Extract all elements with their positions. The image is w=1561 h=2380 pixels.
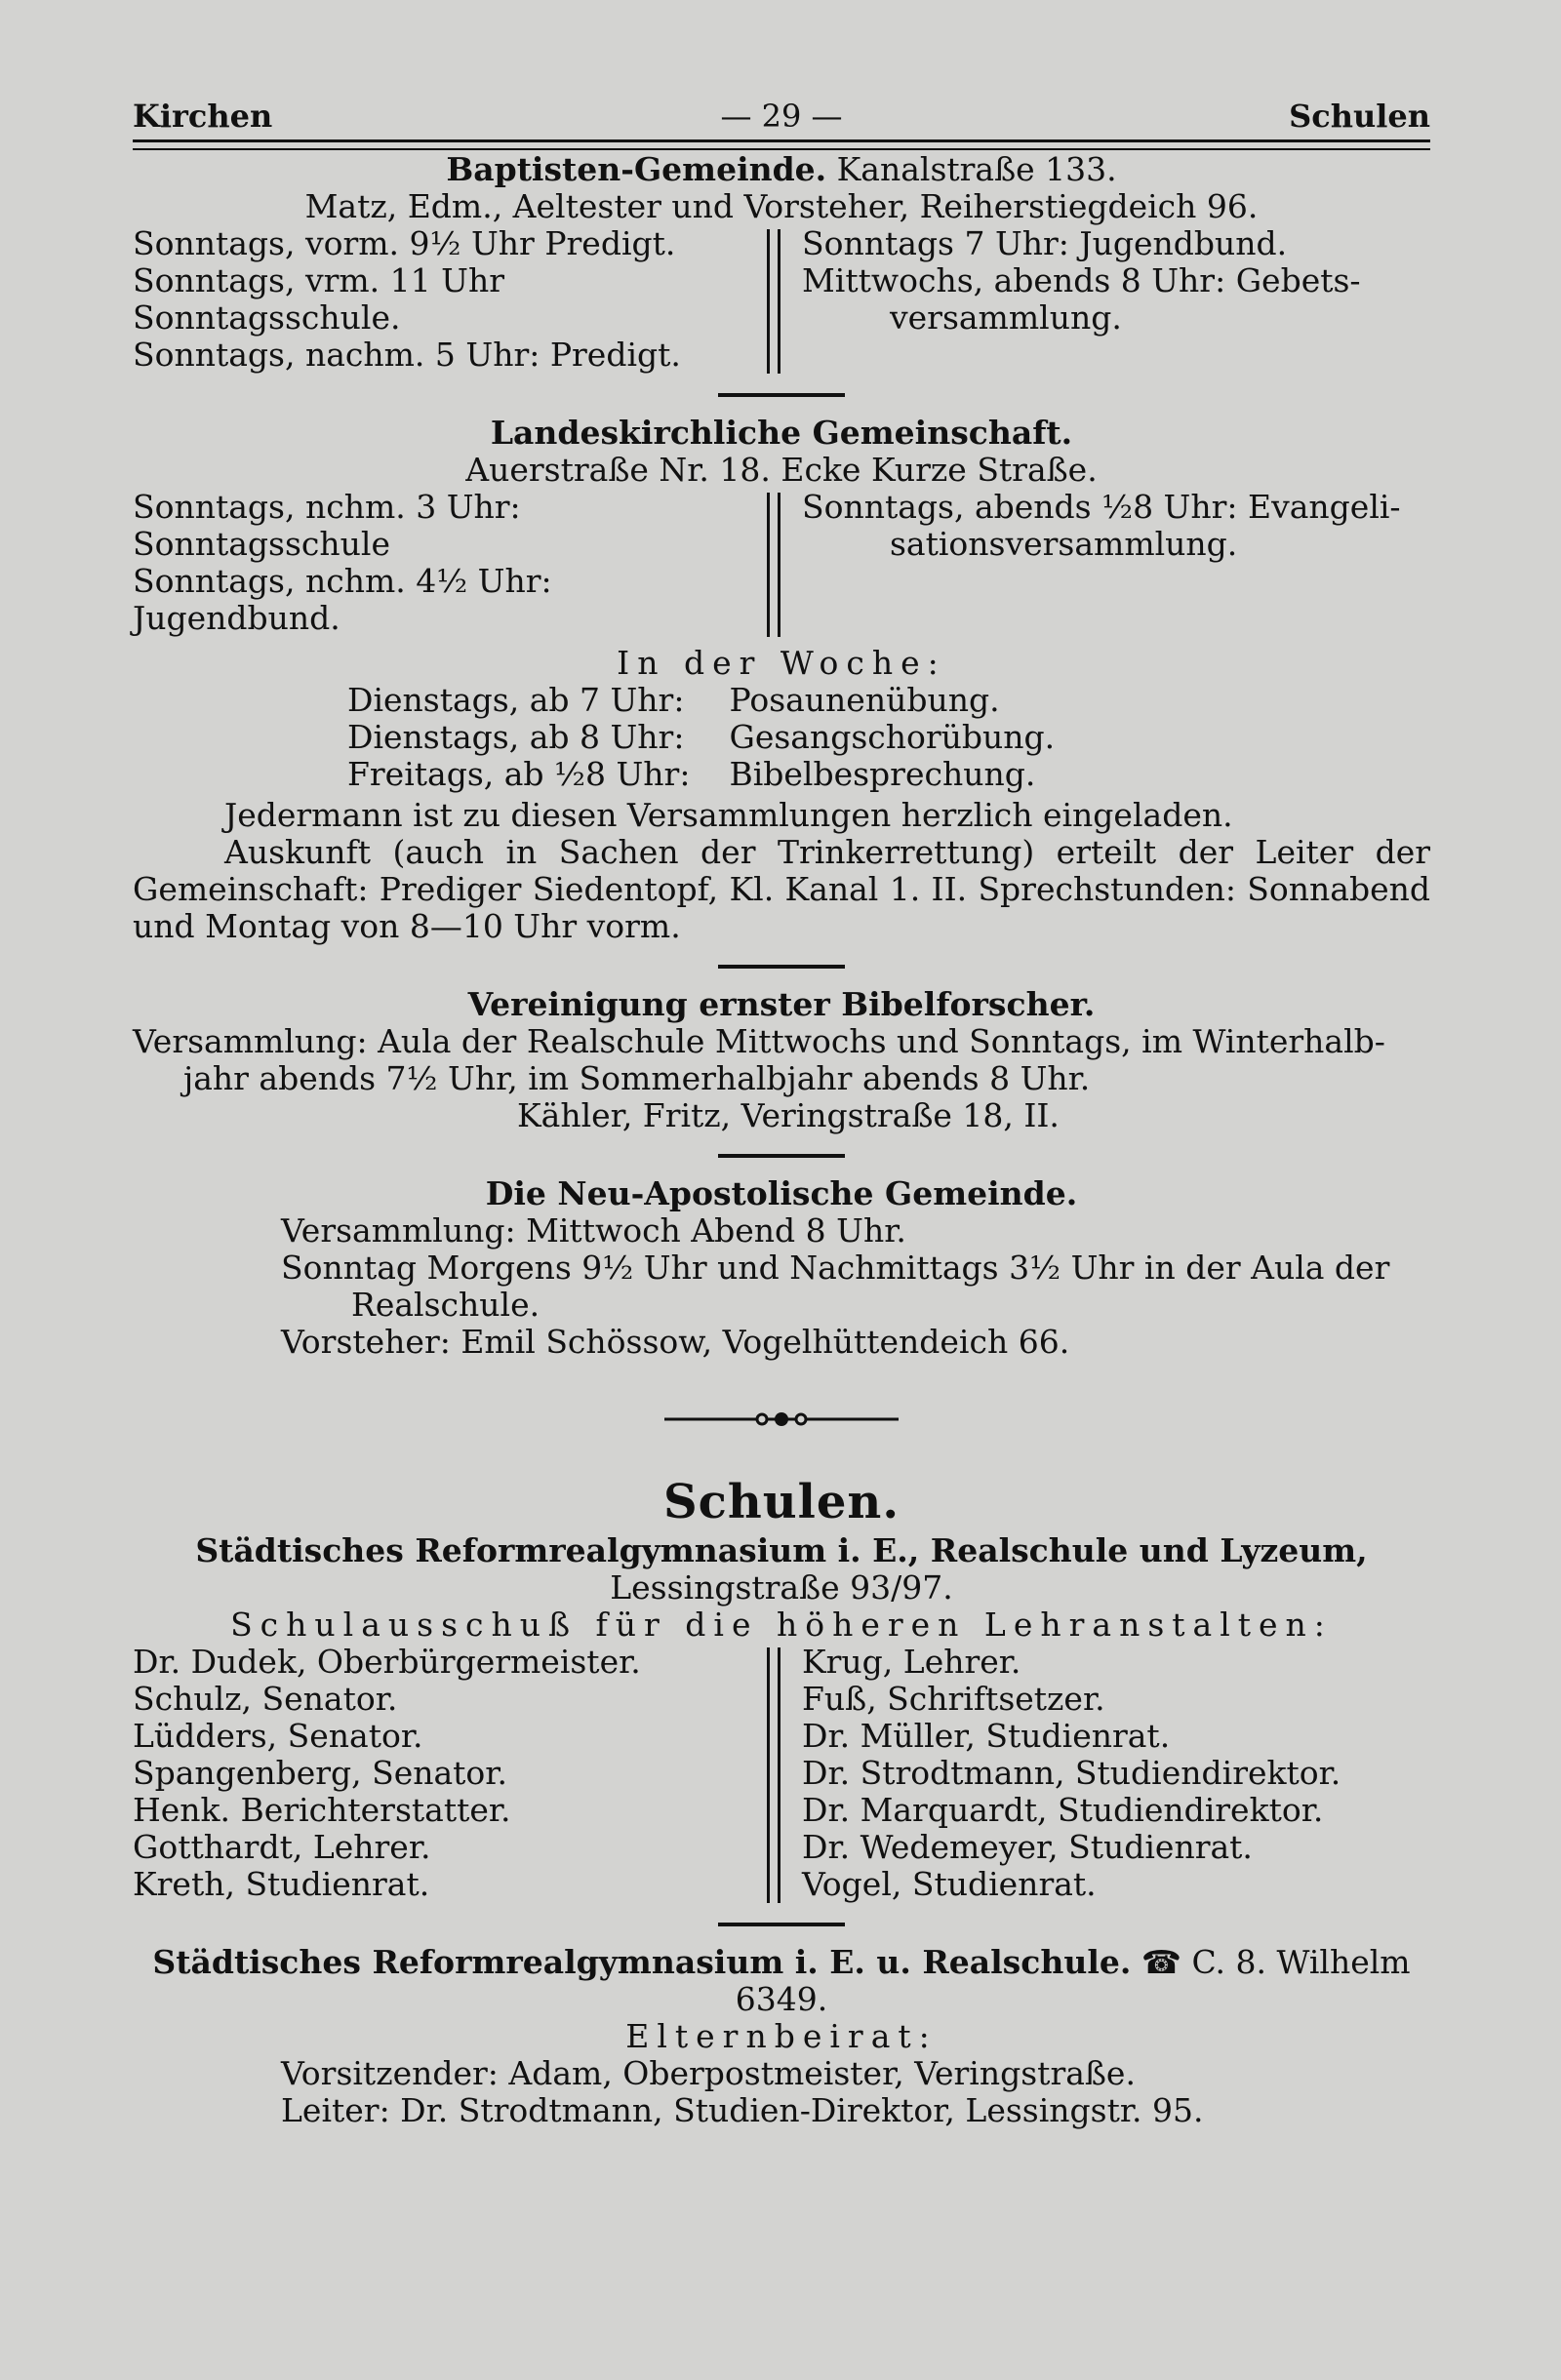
neuapostolisch-line: Sonntag Morgens 9½ Uhr und Nachmittags 3½ Uhr in der Aula der [281,1249,1390,1287]
week-day: Freitags, ab ½8 Uhr: [347,755,691,793]
bibelforscher-contact: Kähler, Fritz, Veringstraße 18, II. [517,1096,1060,1134]
schedule-line: Sonntags, vrm. 11 Uhr Sonntagsschule. [133,261,504,337]
school-leader: Leiter: Dr. Strodtmann, Studien-Direktor, Lessingstr. 95. [281,2091,1204,2129]
baptisten-address: Kanalstraße 133. [836,150,1117,188]
info-text: Auskunft (auch in Sachen der Trinkerrettung) erteilt der Leiter der Gemeinschaft: Prediger Siedentopf, Kl. Kanal 1. II. Sprechstunden: Sonnabend und Montag von 8—10 Uhr vorm. [133,833,1430,945]
landeskirchlich-schedule [133,489,1430,637]
committee-member: Krug, Lehrer. [802,1643,1021,1681]
neuapostolisch-title: Die Neu-Apostolische Gemeinde. [485,1174,1078,1212]
schedule-line: Sonntags, abends ½8 Uhr: Evangeli- [802,488,1401,526]
school2-line [133,1944,1430,2018]
committee-heading: Schulausschuß für die höheren Lehranstalten: [230,1606,1333,1644]
schedule-line: Mittwochs, abends 8 Uhr: Gebets- [802,261,1361,299]
committee-member: Gotthardt, Lehrer. [133,1828,431,1866]
schedule-line: Sonntags, vorm. 9½ Uhr Predigt. [133,224,676,262]
baptisten-schedule [133,225,1430,374]
committee-member: Henk. Berichterstatter. [133,1791,511,1829]
week-row [347,756,1094,793]
committee-member: Lüdders, Senator. [133,1717,423,1755]
header-rule [133,139,1430,150]
committee-member: Dr. Dudek, Oberbürgermeister. [133,1643,641,1681]
neuapostolisch-line: Vorsteher: Emil Schössow, Vogelhüttendeich 66. [281,1323,1070,1361]
week-day: Dienstags, ab 8 Uhr: [347,718,685,756]
committee-member: Dr. Strodtmann, Studiendirektor. [802,1754,1341,1792]
committee-right-col [802,1644,1430,1903]
neuapostolisch-line: Realschule. [351,1286,540,1324]
column-divider [767,1647,780,1903]
ornament-divider [133,1409,1430,1429]
header-left: Kirchen [133,98,273,135]
column-divider [767,493,780,637]
week-row [347,682,1094,719]
baptisten-title: Baptisten-Gemeinde. [446,150,827,188]
committee-member: Fuß, Schriftsetzer. [802,1680,1105,1718]
landeskirchlich-title: Landeskirchliche Gemeinschaft. [490,414,1073,452]
section-divider [718,1923,845,1926]
landeskirchlich-left-col [133,489,745,637]
page-number: — 29 — [720,98,843,135]
committee-member: Vogel, Studienrat. [802,1865,1097,1903]
schedule-line: Sonntags, nchm. 3 Uhr: Sonntagsschule [133,488,521,563]
week-row [347,719,1094,756]
schedule-line: sationsversammlung. [890,525,1238,563]
week-day: Dienstags, ab 7 Uhr: [347,681,685,719]
column-divider [767,229,780,374]
schedule-line: Sonntags, nachm. 5 Uhr: Predigt. [133,336,681,374]
schulen-heading: Schulen. [662,1475,901,1529]
schedule-line: versammlung. [890,298,1122,337]
neuapostolisch-line: Versammlung: Mittwoch Abend 8 Uhr. [281,1211,906,1250]
committee-member: Dr. Wedemeyer, Studienrat. [802,1828,1253,1866]
week-event: Posaunenübung. [729,681,1000,719]
bibelforscher-title: Vereinigung ernster Bibelforscher. [467,985,1096,1023]
school2-title: Städtisches Reformrealgymnasium i. E. u. Realschule. [152,1943,1132,1981]
landeskirchlich-address: Auerstraße Nr. 18. Ecke Kurze Straße. [465,451,1098,489]
parents-chair: Vorsitzender: Adam, Oberpostmeister, Veringstraße. [281,2054,1136,2092]
school1-title: Städtisches Reformrealgymnasium i. E., Realschule und Lyzeum, [195,1531,1368,1569]
school1-address: Lessingstraße 93/97. [610,1568,953,1606]
section-divider [718,1154,845,1158]
phone-icon: ☎ [1141,1943,1181,1981]
baptisten-elder: Matz, Edm., Aeltester und Vorsteher, Reiherstiegdeich 96. [304,187,1259,225]
header-right: Schulen [1289,98,1430,135]
week-event: Gesangschorübung. [729,718,1056,756]
invite-text: Jedermann ist zu diesen Versammlungen herzlich eingeladen. [224,796,1233,834]
section-divider [718,965,845,969]
week-heading: In der Woche: [617,644,946,682]
baptisten-heading [133,151,1430,188]
baptisten-left-col [133,225,745,374]
bibelforscher-line: jahr abends 7½ Uhr, im Sommerhalbjahr abends 8 Uhr. [183,1059,1091,1097]
committee-member: Dr. Müller, Studienrat. [802,1717,1171,1755]
committee-list [133,1644,1430,1903]
ornament-icon [664,1409,899,1429]
week-table [347,682,1094,793]
page-content [133,151,1430,2129]
school2-phone: C. 8. Wilhelm 6349. [735,1943,1411,2018]
schedule-line: Sonntags 7 Uhr: Jugendbund. [802,224,1288,262]
section-divider [718,393,845,397]
committee-left-col [133,1644,745,1903]
committee-member: Dr. Marquardt, Studiendirektor. [802,1791,1324,1829]
baptisten-right-col [802,225,1430,337]
landeskirchlich-right-col [802,489,1430,563]
committee-member: Kreth, Studienrat. [133,1865,430,1903]
committee-member: Spangenberg, Senator. [133,1754,507,1792]
schedule-line: Sonntags, nchm. 4½ Uhr: Jugendbund. [133,562,552,637]
week-event: Bibelbesprechung. [729,755,1036,793]
running-header [133,98,1430,137]
committee-member: Schulz, Senator. [133,1680,398,1718]
parents-heading: Elternbeirat: [625,2017,938,2055]
bibelforscher-line: Versammlung: Aula der Realschule Mittwochs und Sonntags, im Winterhalb- [133,1022,1385,1060]
